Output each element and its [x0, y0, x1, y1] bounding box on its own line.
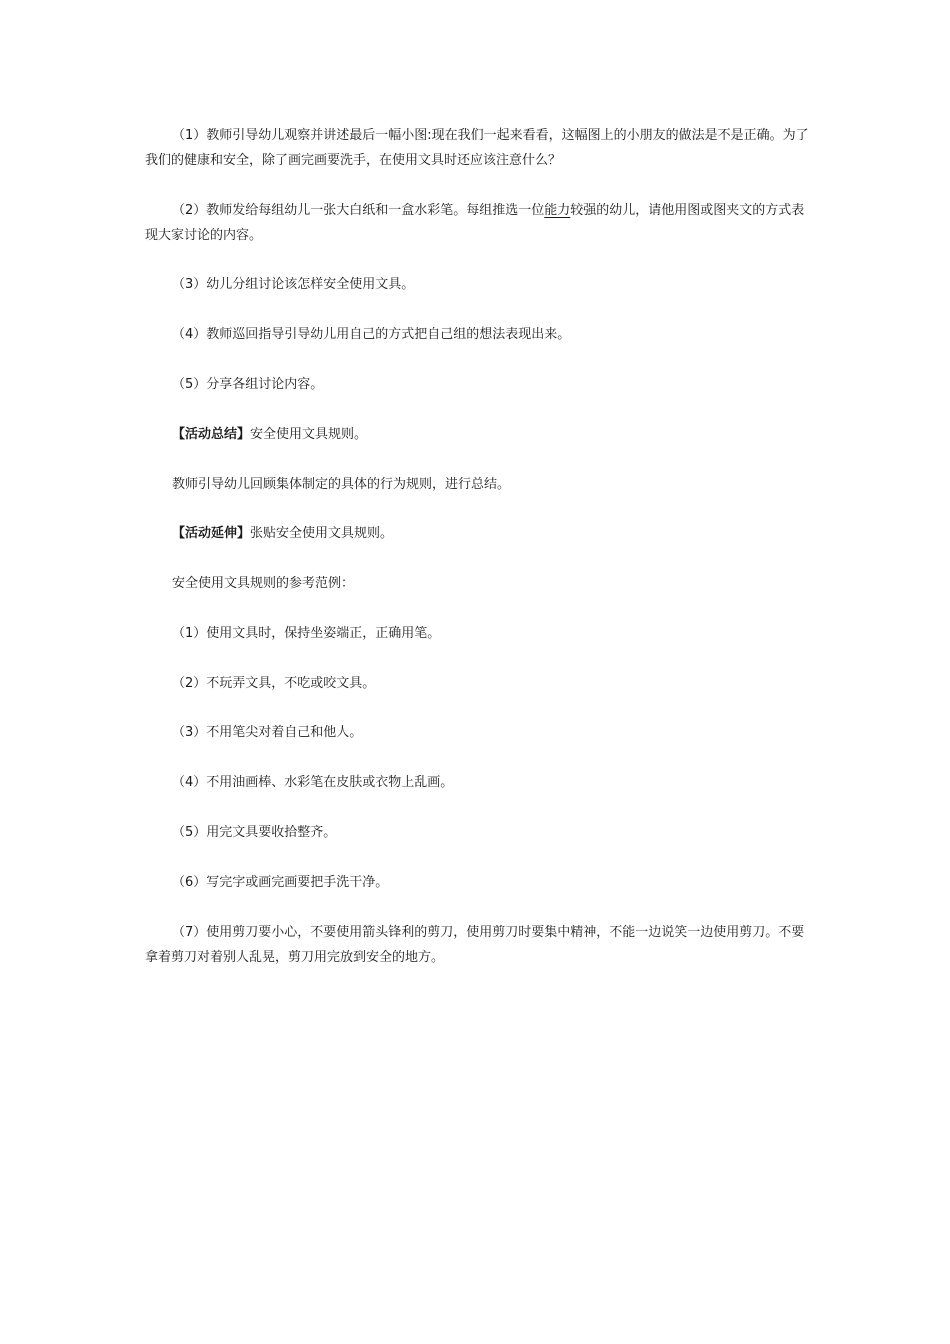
- paragraph-text: （4）教师巡回指导引导幼儿用自己的方式把自己组的想法表现出来。: [172, 327, 571, 342]
- rule-item-7: [145, 920, 815, 970]
- paragraph-rules-intro: [145, 571, 815, 596]
- rule-item-6: [145, 870, 815, 895]
- paragraph-step-1: [145, 123, 815, 173]
- paragraph-activity-summary: [145, 422, 815, 447]
- paragraph-step-3: [145, 272, 815, 297]
- paragraph-text: （5）用完文具要收拾整齐。: [172, 825, 337, 840]
- rule-item-1: [145, 621, 815, 646]
- paragraph-text: 张贴安全使用文具规则。: [250, 526, 394, 541]
- section-heading: 【活动总结】: [172, 427, 251, 442]
- paragraph-step-4: [145, 322, 815, 347]
- paragraph-text: （5）分享各组讨论内容。: [172, 377, 324, 392]
- paragraph-summary-body: [145, 472, 815, 497]
- underlined-link-ability[interactable]: 能力: [544, 203, 571, 218]
- rule-item-3: [145, 720, 815, 745]
- paragraph-text: （7）使用剪刀要小心，不要使用箭头锋利的剪刀，使用剪刀时要集中精神，不能一边说笑一边使用剪刀。不要拿着剪刀对着别人乱晃，剪刀用完放到安全的地方。: [145, 925, 805, 965]
- rule-item-5: [145, 820, 815, 845]
- paragraph-text: （1）使用文具时，保持坐姿端正，正确用笔。: [172, 626, 441, 641]
- paragraph-text: 安全使用文具规则的参考范例：: [172, 576, 355, 591]
- paragraph-text: （4）不用油画棒、水彩笔在皮肤或衣物上乱画。: [172, 775, 454, 790]
- paragraph-text: （1）教师引导幼儿观察并讲述最后一幅小图:现在我们一起来看看，这幅图上的小朋友的做法是不是正确。为了我们的健康和安全，除了画完画要洗手，在使用文具时还应该注意什么？: [145, 128, 809, 168]
- paragraph-step-2: [145, 198, 815, 248]
- paragraph-text-after: 较强的幼儿，请他用图或图夹文的方式表现大家讨论的内容。: [145, 203, 805, 243]
- paragraph-text: （2）不玩弄文具，不吃或咬文具。: [172, 676, 376, 691]
- paragraph-activity-extension: [145, 521, 815, 546]
- paragraph-text: （3）幼儿分组讨论该怎样安全使用文具。: [172, 277, 415, 292]
- section-heading: 【活动延伸】: [172, 526, 251, 541]
- paragraph-text: （3）不用笔尖对着自己和他人。: [172, 725, 363, 740]
- rule-item-4: [145, 770, 815, 795]
- rule-item-2: [145, 671, 815, 696]
- paragraph-text: （6）写完字或画完画要把手洗干净。: [172, 875, 389, 890]
- paragraph-text: 教师引导幼儿回顾集体制定的具体的行为规则，进行总结。: [172, 477, 511, 492]
- paragraph-step-5: [145, 372, 815, 397]
- paragraph-text: 安全使用文具规则。: [250, 427, 368, 442]
- paragraph-text-before: （2）教师发给每组幼儿一张大白纸和一盒水彩笔。每组推选一位: [172, 203, 545, 218]
